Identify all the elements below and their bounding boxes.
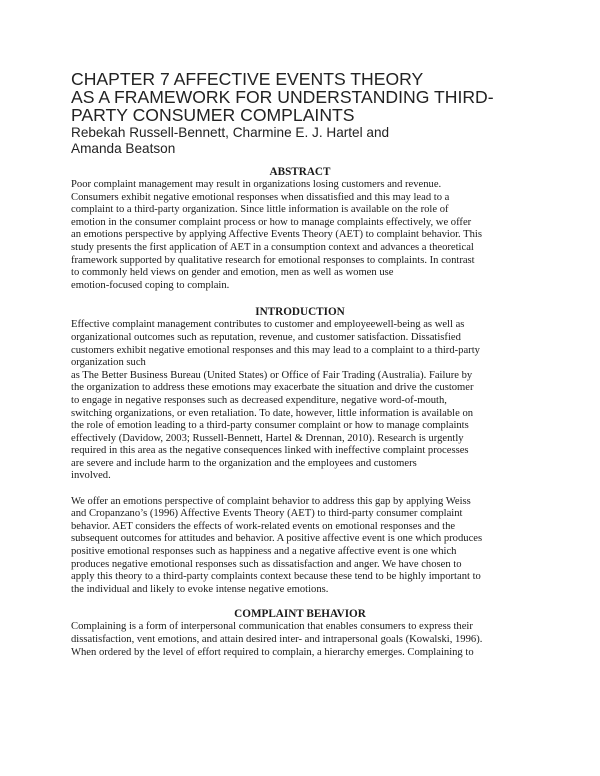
document-page (71, 70, 529, 659)
text-line: involved. (71, 470, 111, 482)
text-line: complaint to a third-party organization. Since little information is available on the role of (71, 204, 449, 216)
author-line: Rebekah Russell-Bennett, Charmine E. J. Hartel and (71, 125, 390, 140)
introduction-paragraph-1 (71, 319, 529, 483)
text-line: positive emotional responses such as happiness and a negative affective event is one which (71, 546, 457, 558)
text-line: switching organizations, or even retaliation. To date, however, little information is available on (71, 407, 474, 419)
text-line: are severe and include harm to the organization and the employees and customers (71, 457, 417, 469)
text-line: Consumers exhibit negative emotional responses when dissatisfied and this may lead to a (71, 191, 450, 203)
title-line: PARTY CONSUMER COMPLAINTS (71, 105, 355, 125)
text-line: behavior. AET considers the effects of work-related events on emotional responses and the (71, 520, 456, 532)
complaint-behavior-paragraph (71, 621, 529, 659)
title-line: CHAPTER 7 AFFECTIVE EVENTS THEORY (71, 69, 424, 89)
text-line: emotion-focused coping to complain. (71, 279, 230, 291)
text-line: the organization to address these emotions may exacerbate the situation and drive the customer (71, 382, 474, 394)
text-line: We offer an emotions perspective of complaint behavior to address this gap by applying Weiss (71, 495, 471, 507)
text-line: framework supported by qualitative research for emotional responses to complaints. In contrast (71, 254, 475, 266)
text-line: Effective complaint management contributes to customer and employeewell-being as well as (71, 319, 465, 331)
text-line: an emotions perspective by applying Affective Events Theory (AET) to complaint behavior. This (71, 229, 482, 241)
text-line: the role of emotion leading to a third-party consumer complaint or how to manage complaints (71, 420, 469, 432)
text-line: Poor complaint management may result in organizations losing customers and revenue. (71, 179, 442, 190)
title-line: AS A FRAMEWORK FOR UNDERSTANDING THIRD- (71, 87, 494, 107)
text-line: produces negative emotional responses such as dissatisfaction and anger. We have chosen to (71, 558, 462, 570)
text-line: as The Better Business Bureau (United States) or Office of Fair Trading (Australia). Failure by (71, 369, 473, 381)
complaint-behavior-heading: COMPLAINT BEHAVIOR (234, 608, 366, 621)
text-line: to commonly held views on gender and emotion, men as well as women use (71, 267, 394, 279)
text-line: Complaining is a form of interpersonal communication that enables consumers to express their (71, 621, 473, 633)
text-line: apply this theory to a third-party complaints context because these tend to be highly important to (71, 571, 481, 583)
text-line: customers exhibit negative emotional responses and this may lead to a complaint to a third-party (71, 344, 480, 356)
introduction-heading: INTRODUCTION (255, 306, 345, 319)
abstract-heading: ABSTRACT (269, 166, 331, 178)
chapter-title (71, 70, 529, 124)
text-line: the individual and likely to evoke intense negative emotions. (71, 583, 329, 595)
author-line: Amanda Beatson (71, 141, 176, 156)
text-line: required in this area as the negative consequences linked with ineffective complaint processes (71, 445, 469, 457)
text-line: dissatisfaction, vent emotions, and attain desired inter- and intrapersonal goals (Kowalski, 1996). (71, 634, 483, 645)
introduction-paragraph-2 (71, 496, 529, 597)
text-line: organization such (71, 357, 146, 369)
text-line: effectively (Davidow, 2003; Russell-Bennett, Hartel & Drennan, 2010). Research is urgently (71, 432, 464, 444)
author-list (71, 125, 529, 157)
text-line: organizational outcomes such as reputation, revenue, and customer satisfaction. Dissatisfied (71, 331, 461, 343)
abstract-paragraph (71, 179, 529, 292)
text-line: subsequent outcomes for attitudes and behavior. A positive affective event is one which produces (71, 533, 483, 545)
text-line: and Cropanzano’s (1996) Affective Events Theory (AET) to third-party consumer complaint (71, 508, 463, 520)
text-line: When ordered by the level of effort required to complain, a hierarchy emerges. Complaining to (71, 646, 474, 658)
text-line: study presents the first application of AET in a consumption context and advances a theoretical (71, 241, 474, 253)
text-line: to engage in negative responses such as decreased expenditure, negative word-of-mouth, (71, 394, 447, 406)
text-line: emotion in the consumer complaint process or how to manage complaints effectively, we offer (71, 216, 472, 228)
